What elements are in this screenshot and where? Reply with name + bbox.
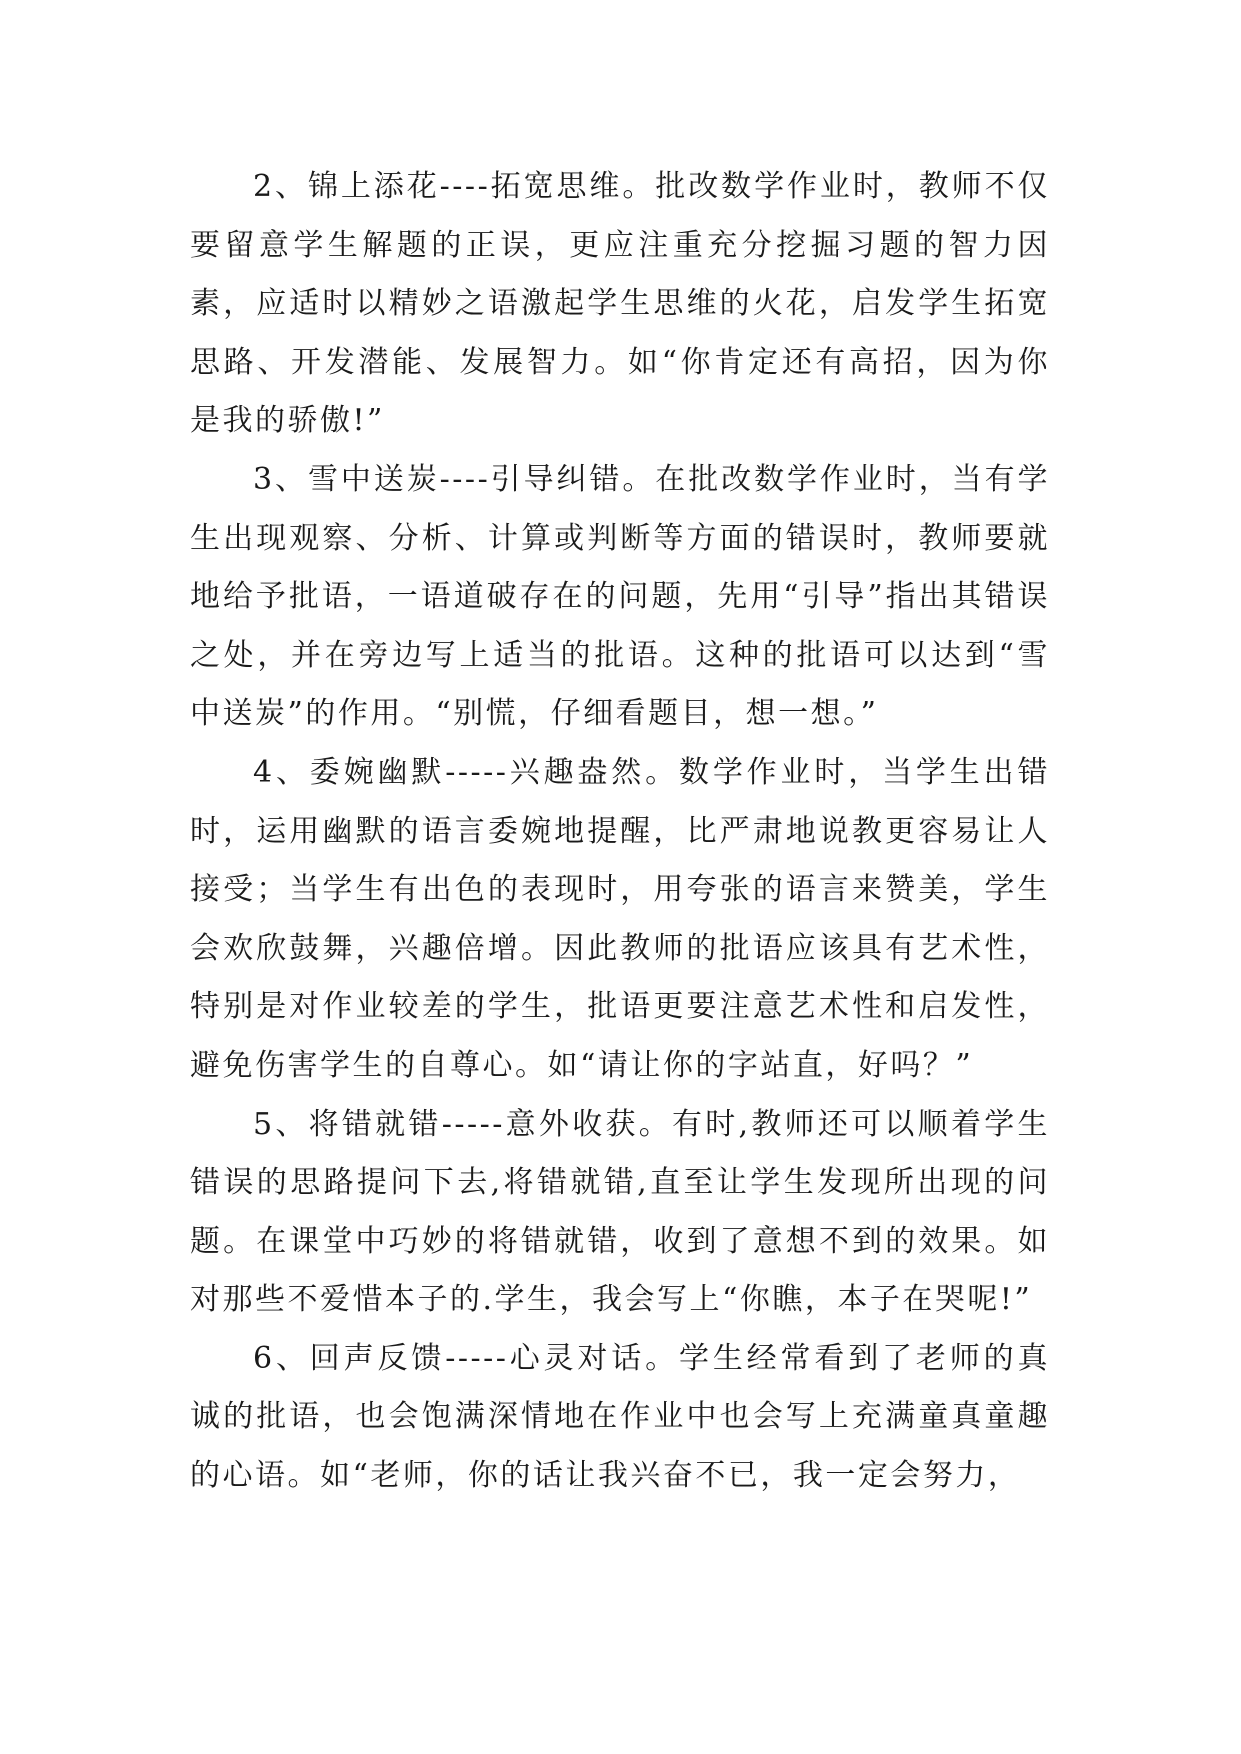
paragraph-4: 4、委婉幽默-----兴趣盎然。数学作业时，当学生出错时，运用幽默的语言委婉地提醒，比严肃地说教更容易让人接受；当学生有出色的表现时，用夸张的语言来赞美，学生会欢欣鼓舞，兴趣倍增。因此教师的批语应该具有艺术性，特别是对作业较差的学生，批语更要注意艺术性和启发性，避免伤害学生的自尊心。如“请让你的字站直，好吗？”: [190, 754, 1050, 1083]
paragraph-2: 2、锦上添花----拓宽思维。批改数学作业时，教师不仅要留意学生解题的正误，更应注重充分挖掘习题的智力因素，应适时以精妙之语激起学生思维的火花，启发学生拓宽思路、开发潜能、发展智力。如“你肯定还有高招，因为你是我的骄傲!”: [190, 169, 1050, 439]
paragraph-3: 3、雪中送炭----引导纠错。在批改数学作业时，当有学生出现观察、分析、计算或判断等方面的错误时，教师要就地给予批语，一语道破存在的问题，先用“引导”指出其错误之处，并在旁边写上适当的批语。这种的批语可以达到“雪中送炭”的作用。“别慌，仔细看题目，想一想。”: [190, 461, 1050, 732]
paragraph-6: 6、回声反馈-----心灵对话。学生经常看到了老师的真诚的批语，也会饱满深情地在作业中也会写上充满童真童趣的心语。如“老师，你的话让我兴奋不已，我一定会努力，: [190, 1340, 1050, 1494]
paragraph-5: 5、将错就错-----意外收获。有时,教师还可以顺着学生错误的思路提问下去,将错就错,直至让学生发现所出现的问题。在课堂中巧妙的将错就错，收到了意想不到的效果。如对那些不爱惜本子的.学生，我会写上“你瞧，本子在哭呢!”: [190, 1106, 1050, 1318]
document-body: [190, 158, 1050, 1506]
